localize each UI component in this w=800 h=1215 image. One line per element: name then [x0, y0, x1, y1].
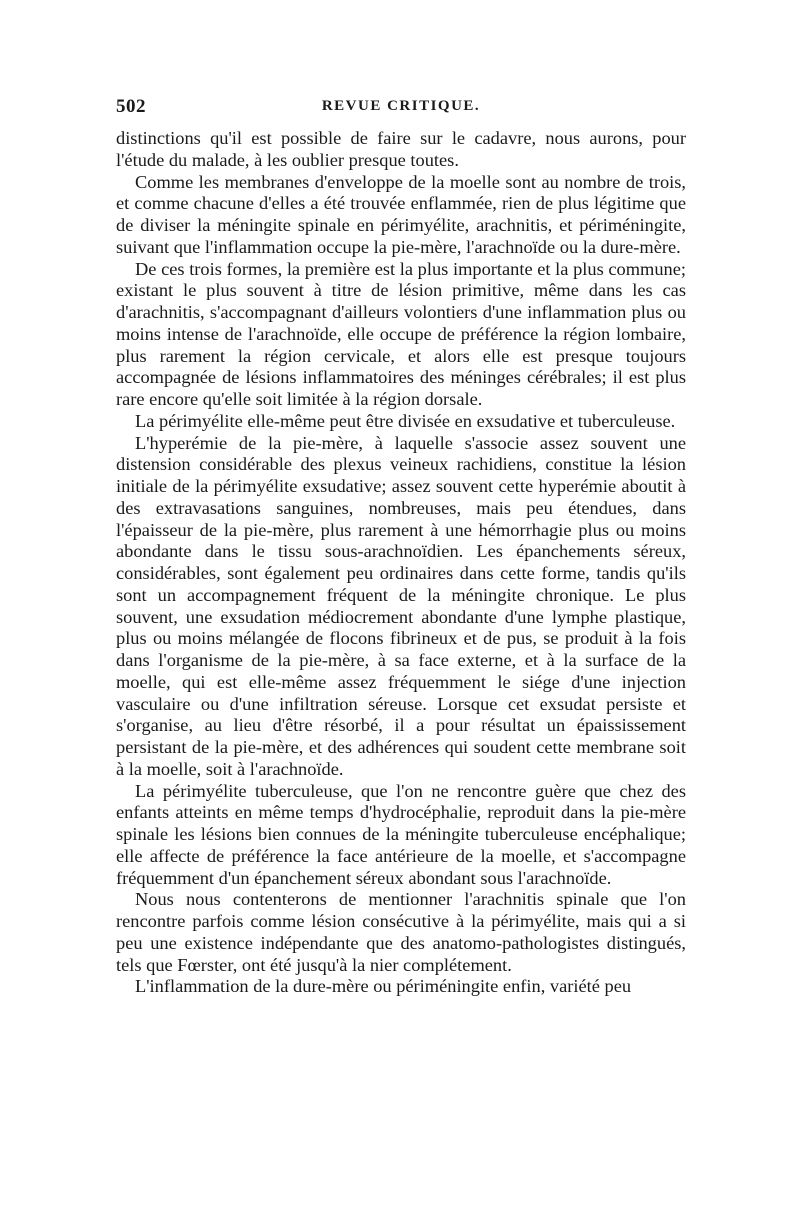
- page-number: 502: [116, 96, 146, 117]
- paragraph-continued: distinctions qu'il est possible de faire sur le cadavre, nous aurons, pour l'étude du malade, à les oublier presque toutes.: [116, 128, 686, 170]
- paragraph-perimeningite: L'inflammation de la dure-mère ou périméningite enfin, variété peu: [135, 976, 632, 997]
- paragraph-tuberculeuse: La périmyélite tuberculeuse, que l'on ne rencontre guère que chez des enfants atteints en même temps d'hydrocéphalie, reproduit dans la pie-mère spinale les lésions bien connues de la méningite tuberculeuse encéphalique; elle affecte de préférence la face antérieure de la moelle, et s'accompagne fréquemment d'un épanchement séreux abondant sous l'arachnoïde.: [116, 780, 686, 888]
- paragraph-arachnitis: Nous nous contenterons de mentionner l'arachnitis spinale que l'on rencontre parfois comme lésion consécutive à la périmyélite, mais qui a si peu une existence indépendante que des anatomo-pathologistes distingués, tels que Fœrster, ont été jusqu'à la nier complétement.: [116, 889, 686, 975]
- paragraph-three-forms: De ces trois formes, la première est la plus importante et la plus commune; existant le plus souvent à titre de lésion primitive, même dans les cas d'arachnitis, s'accompagnant d'ailleurs volontiers d'une inflammation plus ou moins intense de l'arachnoïde, elle occupe de préférence la région lombaire, plus rarement la région cervicale, et alors elle est presque toujours accompagnée de lésions inflammatoires des méninges cérébrales; il est plus rare encore qu'elle soit limitée à la région dorsale.: [116, 258, 686, 409]
- page-header: [116, 96, 686, 122]
- paragraph-membranes: Comme les membranes d'enveloppe de la moelle sont au nombre de trois, et comme chacune d'elles a été trouvée enflammée, rien de plus légitime que de diviser la méningite spinale en périmyélite, arachnitis, et périméningite, suivant que l'inflammation occupe la pie-mère, l'arachnoïde ou la dure-mère.: [116, 171, 686, 257]
- paragraph-hyperemie: L'hyperémie de la pie-mère, à laquelle s'associe assez souvent une distension considérable des plexus veineux rachidiens, constitue la lésion initiale de la périmyélite exsudative; assez souvent cette hyperémie aboutit à des extravasations sanguines, nombreuses, mais peu étendues, dans l'épaisseur de la pie-mère, plus rarement à une hémorrhagie plus ou moins abondante dans le tissu sous-arachnoïdien. Les épanchements séreux, considérables, sont également peu ordinaires dans cette forme, tandis qu'ils sont un accompagnement fréquent de la méningite chronique. Le plus souvent, une exsudation médiocrement abondante d'une lymphe plastique, plus ou moins mélangée de flocons fibrineux et de pus, se produit à la fois dans l'organisme de la pie-mère, à sa face externe, et à la surface de la moelle, qui est elle-même assez fréquemment le siége d'une injection vasculaire ou d'une infiltration séreuse. Lorsque cet exsudat persiste et s'organise, au lieu d'être résorbé, il a pour résultat un épaississement persistant de la pie-mère, et des adhérences qui soudent cette membrane soit à la moelle, soit à l'arachnoïde.: [116, 432, 686, 779]
- running-title: REVUE CRITIQUE.: [321, 98, 481, 114]
- paragraph-perimyelite-division: La périmyélite elle-même peut être divisée en exsudative et tuberculeuse.: [135, 410, 676, 431]
- body-text: [116, 128, 686, 998]
